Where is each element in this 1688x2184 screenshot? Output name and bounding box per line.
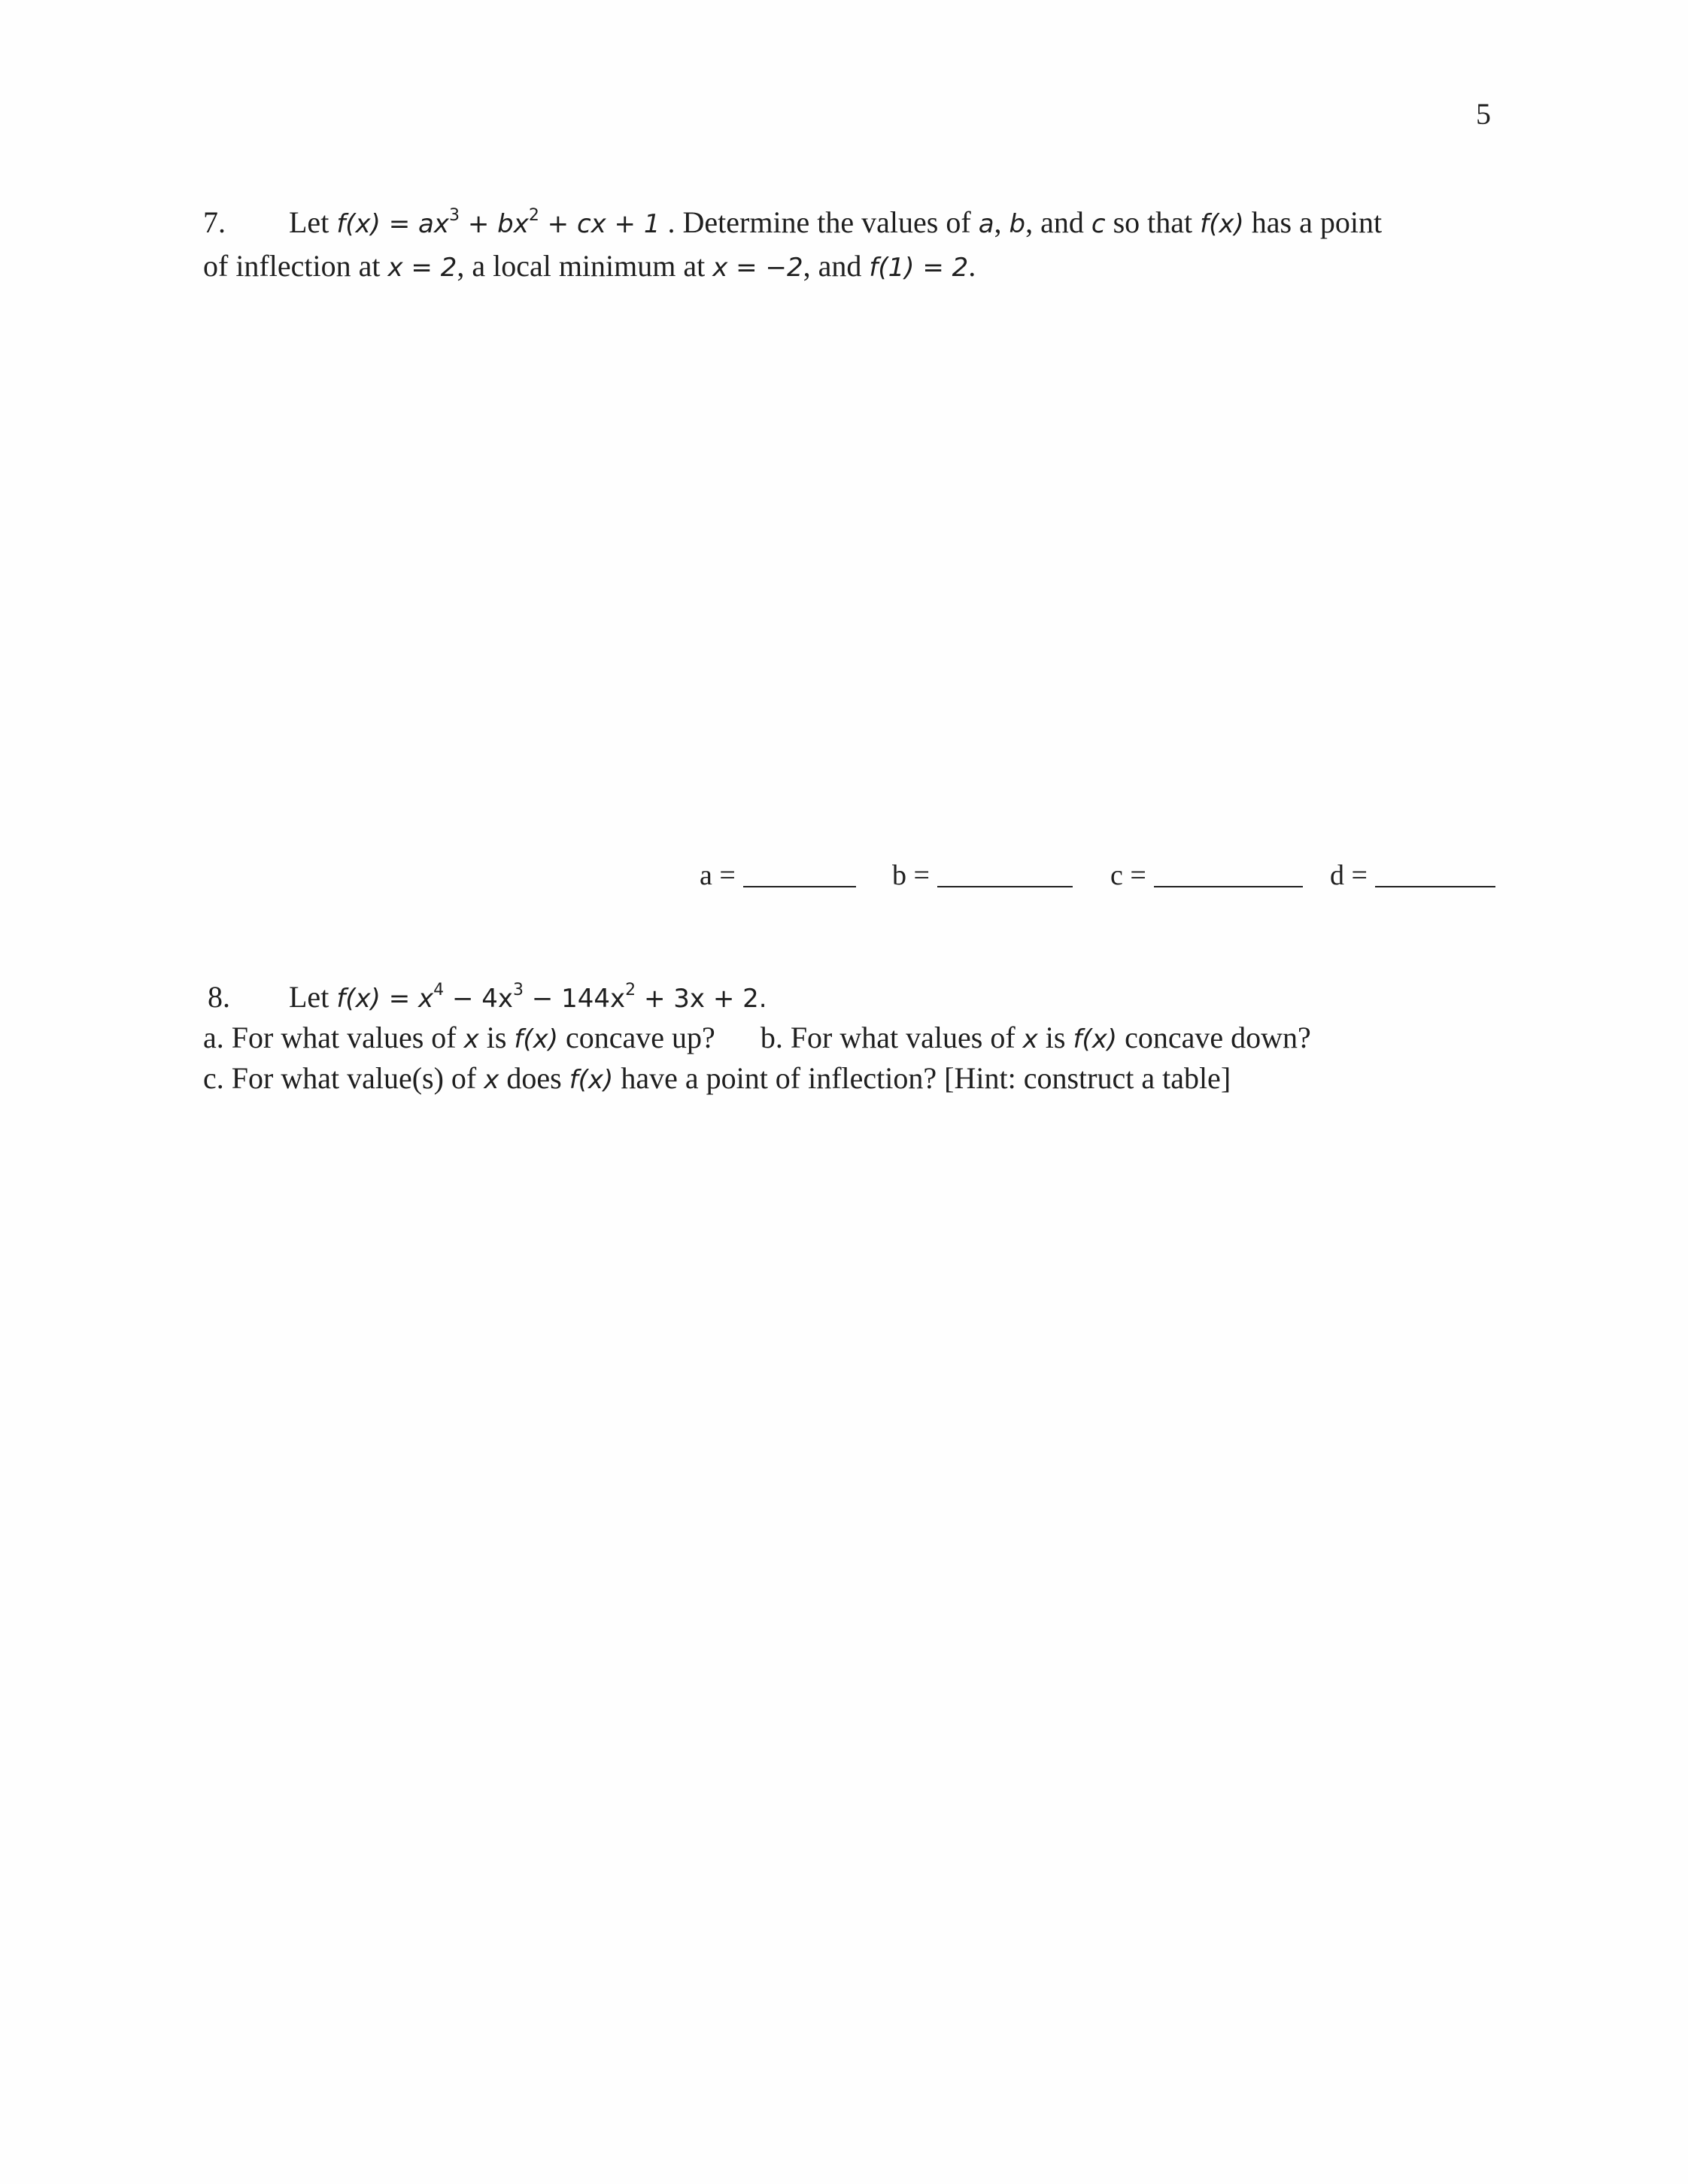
problem8-let: Let bbox=[289, 980, 329, 1014]
condition-value: f(1) = 2 bbox=[869, 253, 969, 283]
answer-c-label: c = bbox=[1110, 860, 1146, 891]
answer-c[interactable] bbox=[1110, 857, 1303, 893]
problem8-number: 8. bbox=[208, 980, 230, 1014]
answer-b-label: b = bbox=[892, 860, 930, 891]
answer-b[interactable] bbox=[892, 857, 1073, 893]
problem7-let: Let bbox=[289, 205, 329, 239]
question-b: b. For what values of x is f(x) concave down? bbox=[760, 1021, 1311, 1054]
answer-d-label: d = bbox=[1330, 860, 1368, 891]
page-number: 5 bbox=[1476, 97, 1491, 131]
answer-d[interactable] bbox=[1330, 857, 1495, 893]
answer-a-label: a = bbox=[700, 860, 736, 891]
answer-d-blank[interactable] bbox=[1375, 886, 1495, 887]
answer-a[interactable] bbox=[700, 857, 856, 893]
answer-a-blank[interactable] bbox=[743, 886, 856, 887]
question-a: a. For what values of x is f(x) concave up? bbox=[203, 1021, 715, 1054]
problem7-number: 7. bbox=[203, 205, 226, 239]
problem7-line1: 7. Let $f(x) = ax^3 + bx^2$ + cx + 1 . Determine the values of a, b, and c so that f(x) has a point bbox=[203, 205, 1383, 239]
problem7-function: f(x) bbox=[336, 209, 381, 239]
problem8-questions-ab bbox=[203, 1020, 1311, 1057]
answer-b-blank[interactable] bbox=[937, 886, 1073, 887]
problem8-function: f(x) bbox=[336, 984, 381, 1014]
condition-minimum: x = −2 bbox=[712, 253, 803, 283]
answer-c-blank[interactable] bbox=[1154, 886, 1303, 887]
problem8-line1: 8. Let $f(x) = x^4 - 4x^3 - 144x^2 + 3x + 2$. bbox=[208, 980, 767, 1014]
condition-inflection: x = 2 bbox=[387, 253, 457, 283]
problem8-question-c: c. For what value(s) of x does f(x) have a point of inflection? [Hint: construct a table] bbox=[203, 1061, 1231, 1095]
problem7-line2: of inflection at x = 2, a local minimum at x = −2, and f(1) = 2. bbox=[203, 249, 976, 283]
